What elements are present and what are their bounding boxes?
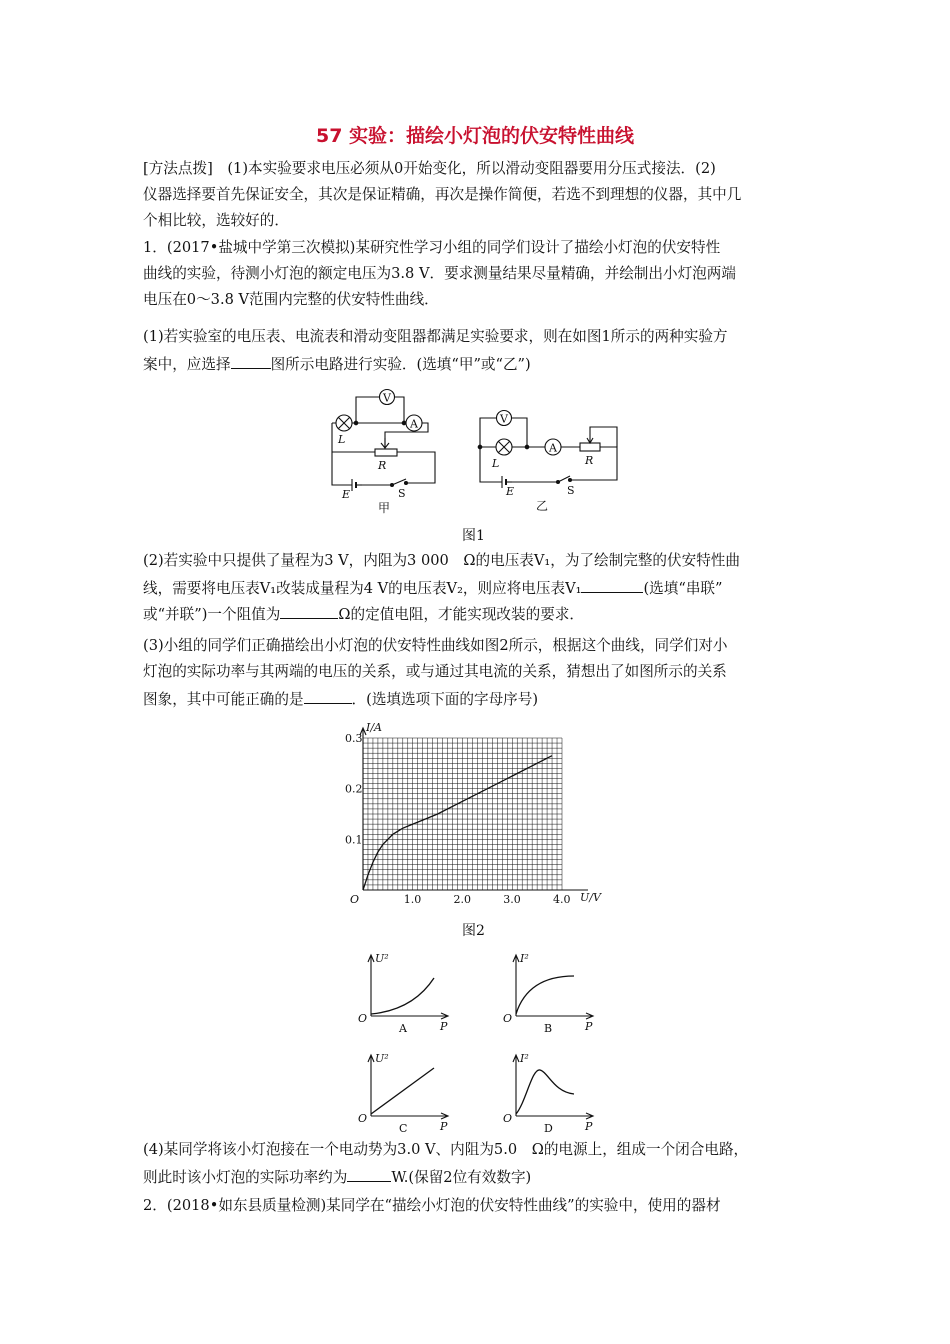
fig2-ytick: 0.1 bbox=[345, 833, 363, 847]
q1-p3-line-2: 灯泡的实际功率与其两端的电压的关系，或与通过其电流的关系，猜想出了如图所示的关系 bbox=[143, 663, 727, 680]
q1-p2-text-d: Ω的定值电阻，才能实现改装的要求． bbox=[338, 606, 584, 623]
fig2-xtick: 4.0 bbox=[553, 893, 571, 906]
fig2-ylabel: I/A bbox=[366, 721, 382, 734]
q1-p2-text-b: (选填“串联” bbox=[643, 580, 723, 597]
option-d-graph bbox=[500, 1050, 600, 1140]
q1-p1-text-a: 案中，应选择 bbox=[143, 356, 231, 373]
q1-p4-line-2 bbox=[143, 1166, 531, 1188]
option-d-xlabel: P bbox=[585, 1120, 593, 1133]
circuit-jia bbox=[320, 385, 450, 520]
q1-p3-text-b: ．(选填选项下面的字母序号) bbox=[351, 691, 539, 708]
method-line-1: [方法点拨] (1)本实验要求电压必须从0开始变化，所以滑动变阻器要用分压式接法．(2) bbox=[143, 160, 716, 177]
option-a-xlabel: P bbox=[440, 1020, 448, 1033]
q1-p2-line-3 bbox=[143, 603, 584, 625]
q1-p2-line-2 bbox=[143, 577, 722, 599]
answer-blank-1[interactable] bbox=[231, 353, 271, 369]
yi-s-label: S bbox=[567, 484, 575, 497]
answer-blank-4[interactable] bbox=[304, 688, 352, 704]
fig2-ytick: 0.3 bbox=[345, 732, 363, 745]
q1-p4-text-b: (保留2位有效数字) bbox=[408, 1169, 532, 1186]
q1-p1-line-2 bbox=[143, 353, 531, 375]
option-c-xlabel: P bbox=[440, 1120, 448, 1133]
fig2-origin: O bbox=[350, 893, 360, 906]
fig2-xtick: 1.0 bbox=[403, 893, 422, 906]
yi-caption: 乙 bbox=[536, 499, 549, 513]
q1-intro-1: 1．(2017•盐城中学第三次模拟)某研究性学习小组的同学们设计了描绘小灯泡的伏安特性 bbox=[143, 239, 721, 256]
option-c-origin: O bbox=[358, 1112, 368, 1125]
option-b-ylabel: I² bbox=[520, 952, 529, 965]
option-c-letter: C bbox=[399, 1122, 408, 1135]
option-c-ylabel: U² bbox=[375, 1052, 389, 1065]
answer-blank-3[interactable] bbox=[280, 603, 338, 619]
option-b-xlabel: P bbox=[585, 1020, 593, 1033]
option-d-ylabel: I² bbox=[520, 1052, 529, 1065]
q1-intro-2: 曲线的实验，待测小灯泡的额定电压为3.8 V．要求测量结果尽量精确，并绘制出小灯泡两端 bbox=[143, 265, 736, 282]
yi-a-label: A bbox=[549, 441, 557, 455]
fig2-xtick: 3.0 bbox=[503, 893, 521, 906]
q1-p3-line-1: (3)小组的同学们正确描绘出小灯泡的伏安特性曲线如图2所示，根据这个曲线，同学们对小 bbox=[143, 637, 728, 654]
option-b-letter: B bbox=[544, 1022, 553, 1035]
page-title: 57 实验：描绘小灯泡的伏安特性曲线 bbox=[315, 125, 635, 147]
fig2-caption: 图2 bbox=[462, 923, 485, 939]
option-a-graph bbox=[355, 950, 455, 1040]
q1-p4-text-a: 则此时该小灯泡的实际功率约为 bbox=[143, 1169, 348, 1186]
q1-p4-line-1: (4)某同学将该小灯泡接在一个电动势为3.0 V、内阻为5.0 Ω的电源上，组成一个闭合电路， bbox=[143, 1141, 749, 1158]
option-a-ylabel: U² bbox=[375, 952, 389, 965]
fig1-caption: 图1 bbox=[462, 528, 485, 544]
jia-v-label: V bbox=[383, 391, 391, 405]
yi-r-label: R bbox=[585, 454, 594, 467]
method-line-2: 仪器选择要首先保证安全，其次是保证精确，再次是操作简便，若选不到理想的仪器，其中几 bbox=[143, 186, 742, 203]
jia-s-label: S bbox=[398, 487, 406, 500]
option-a-letter: A bbox=[399, 1022, 407, 1035]
option-d-origin: O bbox=[503, 1112, 513, 1125]
option-d-letter: D bbox=[544, 1122, 553, 1135]
q1-intro-3: 电压在0～3.8 V范围内完整的伏安特性曲线． bbox=[143, 291, 439, 308]
option-a-origin: O bbox=[358, 1012, 368, 1025]
option-c-graph bbox=[355, 1050, 455, 1140]
q1-p3-text-a: 图象，其中可能正确的是 bbox=[143, 691, 304, 708]
q1-p1-text-b: 图所示电路进行实验．(选填“甲”或“乙”) bbox=[270, 356, 531, 373]
fig2-chart bbox=[330, 715, 620, 915]
fig2-ytick: 0.2 bbox=[345, 782, 363, 796]
q1-p2-text-c: 或“并联”)一个阻值为 bbox=[143, 606, 281, 623]
option-b-origin: O bbox=[503, 1012, 513, 1025]
jia-r-label: R bbox=[378, 459, 387, 472]
yi-l-label: L bbox=[492, 457, 500, 470]
q1-p2-line-1: (2)若实验中只提供了量程为3 V，内阻为3 000 Ω的电压表V₁，为了绘制完整的伏安特性曲 bbox=[143, 552, 740, 569]
q1-p4-unit: W. bbox=[391, 1169, 409, 1186]
jia-e-label: E bbox=[342, 488, 351, 501]
option-b-graph bbox=[500, 950, 600, 1040]
q2-line-1: 2．(2018•如东县质量检测)某同学在“描绘小灯泡的伏安特性曲线”的实验中，使用的器材 bbox=[143, 1197, 721, 1214]
answer-blank-2[interactable] bbox=[581, 577, 643, 593]
jia-l-label: L bbox=[338, 433, 346, 446]
q1-p1-line-1: (1)若实验室的电压表、电流表和滑动变阻器都满足实验要求，则在如图1所示的两种实验方 bbox=[143, 328, 728, 345]
yi-v-label: V bbox=[500, 412, 508, 426]
fig2-xtick: 2.0 bbox=[453, 893, 471, 906]
yi-e-label: E bbox=[506, 485, 515, 498]
method-line-3: 个相比较，选较好的． bbox=[143, 212, 289, 229]
circuit-yi bbox=[470, 400, 635, 515]
fig2-xlabel: U/V bbox=[580, 891, 601, 904]
q1-p2-text-a: 线，需要将电压表V₁改装成量程为4 V的电压表V₂，则应将电压表V₁ bbox=[143, 580, 582, 597]
q1-p3-line-3 bbox=[143, 688, 538, 710]
answer-blank-5[interactable] bbox=[347, 1166, 391, 1182]
jia-caption: 甲 bbox=[378, 501, 391, 515]
jia-a-label: A bbox=[410, 417, 418, 431]
